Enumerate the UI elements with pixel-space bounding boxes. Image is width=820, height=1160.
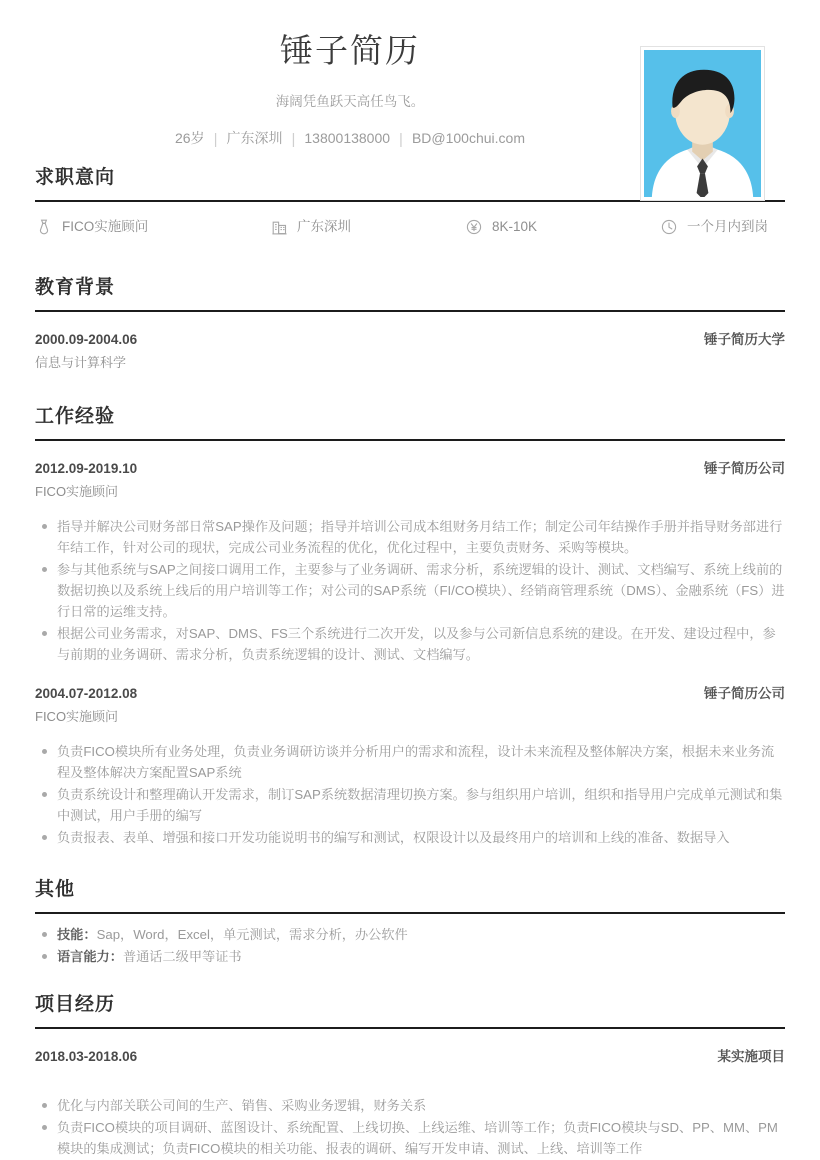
work-role: FICO实施顾问 bbox=[35, 484, 119, 499]
intent-availability-value: 一个月内到岗 bbox=[687, 219, 768, 234]
section-other bbox=[35, 877, 785, 967]
spacer bbox=[35, 373, 785, 404]
section-education bbox=[35, 275, 785, 373]
list-item: 负责FICO模块的项目调研、蓝图设计、系统配置、上线切换、上线运维、培训等工作；负责FICO模块与SD、PP、MM、PM模块的集成测试；负责FICO模块的相关功能、报表的调研、编写开发申请、测试、上线、培训等工作 bbox=[35, 1117, 785, 1159]
intent-city bbox=[270, 218, 465, 236]
list-item: 优化与内部关联公司间的生产、销售、采购业务逻辑，财务关系 bbox=[35, 1095, 785, 1116]
list-item: 负责报表、表单、增强和接口开发功能说明书的编写和测试，权限设计以及最终用户的培训和上线的准备、数据导入 bbox=[35, 827, 785, 848]
work-company: 锤子简历公司 bbox=[704, 686, 785, 701]
spacer bbox=[35, 666, 785, 684]
contact-phone: 13800138000 bbox=[304, 130, 391, 146]
work-entry bbox=[35, 684, 785, 848]
tie-icon bbox=[35, 218, 53, 236]
work-entry bbox=[35, 459, 785, 665]
language-value: 普通话二级甲等证书 bbox=[122, 949, 242, 964]
entry-header bbox=[35, 459, 785, 479]
contact-line bbox=[35, 128, 665, 149]
section-title-education: 教育背景 bbox=[35, 277, 116, 298]
list-item: 负责系统设计和整理确认开发需求，制订SAP系统数据清理切换方案。参与组织用户培训，组织和指导用户完成单元测试和集中测试，用户手册的编写 bbox=[35, 784, 785, 826]
contact-email: BD@100chui.com bbox=[411, 130, 525, 146]
language-label: 语言能力： bbox=[57, 949, 123, 964]
section-work-experience bbox=[35, 404, 785, 848]
education-major: 信息与计算科学 bbox=[35, 355, 127, 370]
job-intent-row bbox=[35, 202, 785, 236]
skills-label: 技能： bbox=[57, 927, 97, 942]
list-item bbox=[35, 924, 785, 945]
resume-motto: 海阔凭鱼跃天高任鸟飞。 bbox=[275, 94, 425, 109]
intent-salary-value: 8K-10K bbox=[492, 219, 538, 234]
spacer bbox=[35, 441, 785, 459]
intent-availability bbox=[660, 218, 768, 236]
entry-header bbox=[35, 330, 785, 350]
work-date: 2004.07-2012.08 bbox=[35, 686, 138, 701]
project-name: 某实施项目 bbox=[717, 1049, 785, 1064]
building-icon bbox=[270, 218, 288, 236]
list-item bbox=[35, 946, 785, 967]
list-item: 根据公司业务需求，对SAP、DMS、FS三个系统进行二次开发，以及参与公司新信息系统的建设。在开发、建设过程中，参与前期的业务调研、需求分析，负责系统逻辑的设计、测试、文档编写。 bbox=[35, 623, 785, 665]
list-item: 指导并解决公司财务部日常SAP操作及问题；指导并培训公司成本组财务月结工作；制定公司年结操作手册并指导财务部进行年结工作，针对公司的现状，完成公司业务流程的优化，优化过程中，主要负责财务、采购等模块。 bbox=[35, 516, 785, 558]
section-title-work: 工作经验 bbox=[35, 406, 116, 427]
work-duty-list bbox=[35, 741, 785, 848]
intent-position-value: FICO实施顾问 bbox=[62, 219, 149, 234]
contact-age: 26岁 bbox=[175, 130, 205, 146]
spacer bbox=[35, 727, 785, 741]
intent-position bbox=[35, 218, 270, 236]
resume-header bbox=[35, 0, 785, 165]
entry-header bbox=[35, 1047, 785, 1067]
spacer bbox=[35, 312, 785, 330]
intent-salary bbox=[465, 218, 660, 236]
list-item: 参与其他系统与SAP之间接口调用工作，主要参与了业务调研、需求分析，系统逻辑的设计、测试、文档编写、系统上线前的数据切换以及系统上线后的用户培训等工作；对公司的SAP系统（FI/CO模块）、经销商管理系统（DMS）、金融系统（FS）进行日常的运维支持。 bbox=[35, 559, 785, 622]
project-entry bbox=[35, 1047, 785, 1159]
section-title-job-intent: 求职意向 bbox=[35, 167, 116, 188]
contact-separator: | bbox=[213, 131, 218, 148]
work-date: 2012.09-2019.10 bbox=[35, 461, 138, 476]
spacer bbox=[35, 1029, 785, 1047]
work-company: 锤子简历公司 bbox=[704, 461, 785, 476]
skills-value: Sap，Word，Excel，单元测试，需求分析，办公软件 bbox=[96, 927, 408, 942]
section-project bbox=[35, 992, 785, 1159]
entry-header bbox=[35, 684, 785, 704]
clock-icon bbox=[660, 218, 678, 236]
spacer bbox=[35, 502, 785, 516]
work-role: FICO实施顾问 bbox=[35, 709, 119, 724]
education-school: 锤子简历大学 bbox=[704, 332, 785, 347]
spacer bbox=[35, 968, 785, 992]
other-list bbox=[35, 924, 785, 967]
education-date: 2000.09-2004.06 bbox=[35, 332, 138, 347]
spacer bbox=[35, 914, 785, 924]
contact-city: 广东深圳 bbox=[226, 130, 283, 146]
spacer bbox=[35, 1067, 785, 1095]
education-entry bbox=[35, 330, 785, 373]
project-duty-list bbox=[35, 1095, 785, 1159]
avatar-illustration bbox=[644, 50, 761, 197]
work-duty-list bbox=[35, 516, 785, 665]
avatar bbox=[640, 46, 765, 201]
section-title-other: 其他 bbox=[35, 879, 76, 900]
section-title-project: 项目经历 bbox=[35, 994, 116, 1015]
intent-city-value: 广东深圳 bbox=[297, 219, 351, 234]
list-item: 负责FICO模块所有业务处理，负责业务调研访谈并分析用户的需求和流程，设计未来流程及整体解决方案，根据未来业务流程及整体解决方案配置SAP系统 bbox=[35, 741, 785, 783]
yuan-coin-icon bbox=[465, 218, 483, 236]
contact-separator: | bbox=[399, 131, 403, 148]
project-date: 2018.03-2018.06 bbox=[35, 1049, 138, 1064]
page-title: 锤子简历 bbox=[280, 32, 420, 69]
spacer bbox=[35, 236, 785, 275]
spacer bbox=[35, 849, 785, 877]
contact-separator: | bbox=[291, 131, 296, 148]
